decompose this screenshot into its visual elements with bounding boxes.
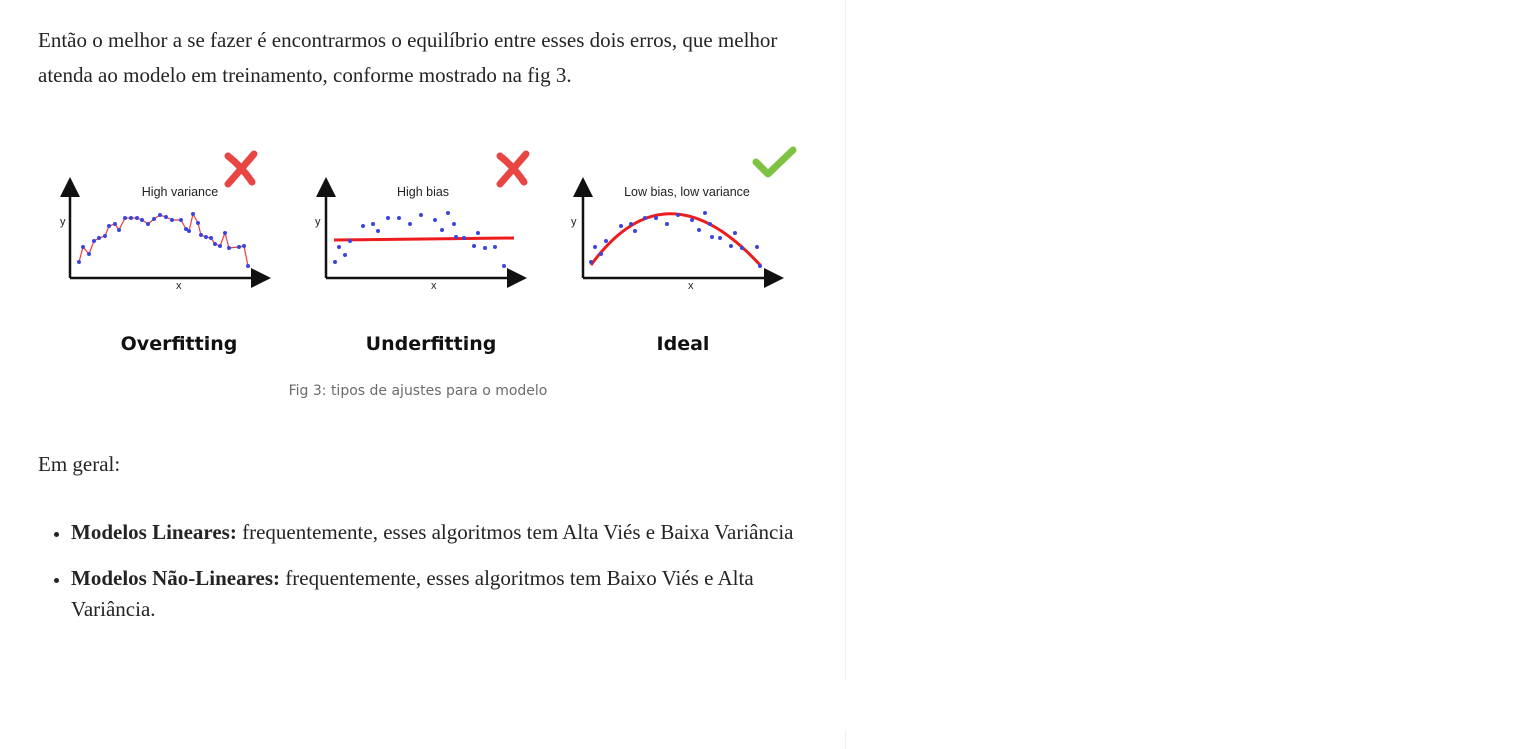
x-axis-label: x xyxy=(176,280,182,292)
fit-curve xyxy=(591,214,761,266)
x-axis-label: x xyxy=(431,280,437,292)
column-divider xyxy=(845,730,846,749)
panel-name: Overfitting xyxy=(120,333,238,355)
panel-underfitting xyxy=(315,154,526,355)
fit-line xyxy=(334,238,514,240)
list-item xyxy=(71,563,831,625)
cross-icon xyxy=(228,154,254,184)
list-item-text: frequentemente, esses algoritmos tem Alta Viés e Baixa Variância xyxy=(236,520,794,544)
bullet-list xyxy=(38,517,831,640)
data-points xyxy=(77,212,250,268)
panel-name: Ideal xyxy=(656,333,710,355)
list-item-term: Modelos Não-Lineares: xyxy=(71,566,281,590)
panel-overfitting xyxy=(60,154,266,355)
cross-icon xyxy=(500,154,526,184)
y-axis-label: y xyxy=(571,216,577,228)
intro-paragraph: Então o melhor a se fazer é encontrarmos o equilíbrio entre esses dois erros, que melhor atenda ao modelo em treinamento, conforme mostrado na fig 3. xyxy=(38,28,778,87)
list-item-text: frequentemente, esses algoritmos tem Baixo Viés e Alta Variância. xyxy=(71,566,754,621)
panel-ideal xyxy=(571,150,793,355)
x-axis-label: x xyxy=(688,280,694,292)
panel-name: Underfitting xyxy=(365,333,497,355)
figure-caption: Fig 3: tipos de ajustes para o modelo xyxy=(288,383,548,399)
y-axis-label: y xyxy=(315,216,321,228)
em-geral-paragraph: Em geral: xyxy=(38,452,121,476)
panel-title: High bias xyxy=(396,185,450,199)
list-item xyxy=(71,517,831,548)
fit-comparison-image xyxy=(38,140,808,370)
overfit-curve xyxy=(79,214,248,266)
y-axis-label: y xyxy=(60,216,66,228)
list-item-term: Modelos Lineares: xyxy=(71,520,237,544)
panel-title: High variance xyxy=(141,185,219,199)
check-icon xyxy=(756,150,793,174)
figure-bias-variance xyxy=(38,140,808,370)
panel-title: Low bias, low variance xyxy=(624,185,750,199)
